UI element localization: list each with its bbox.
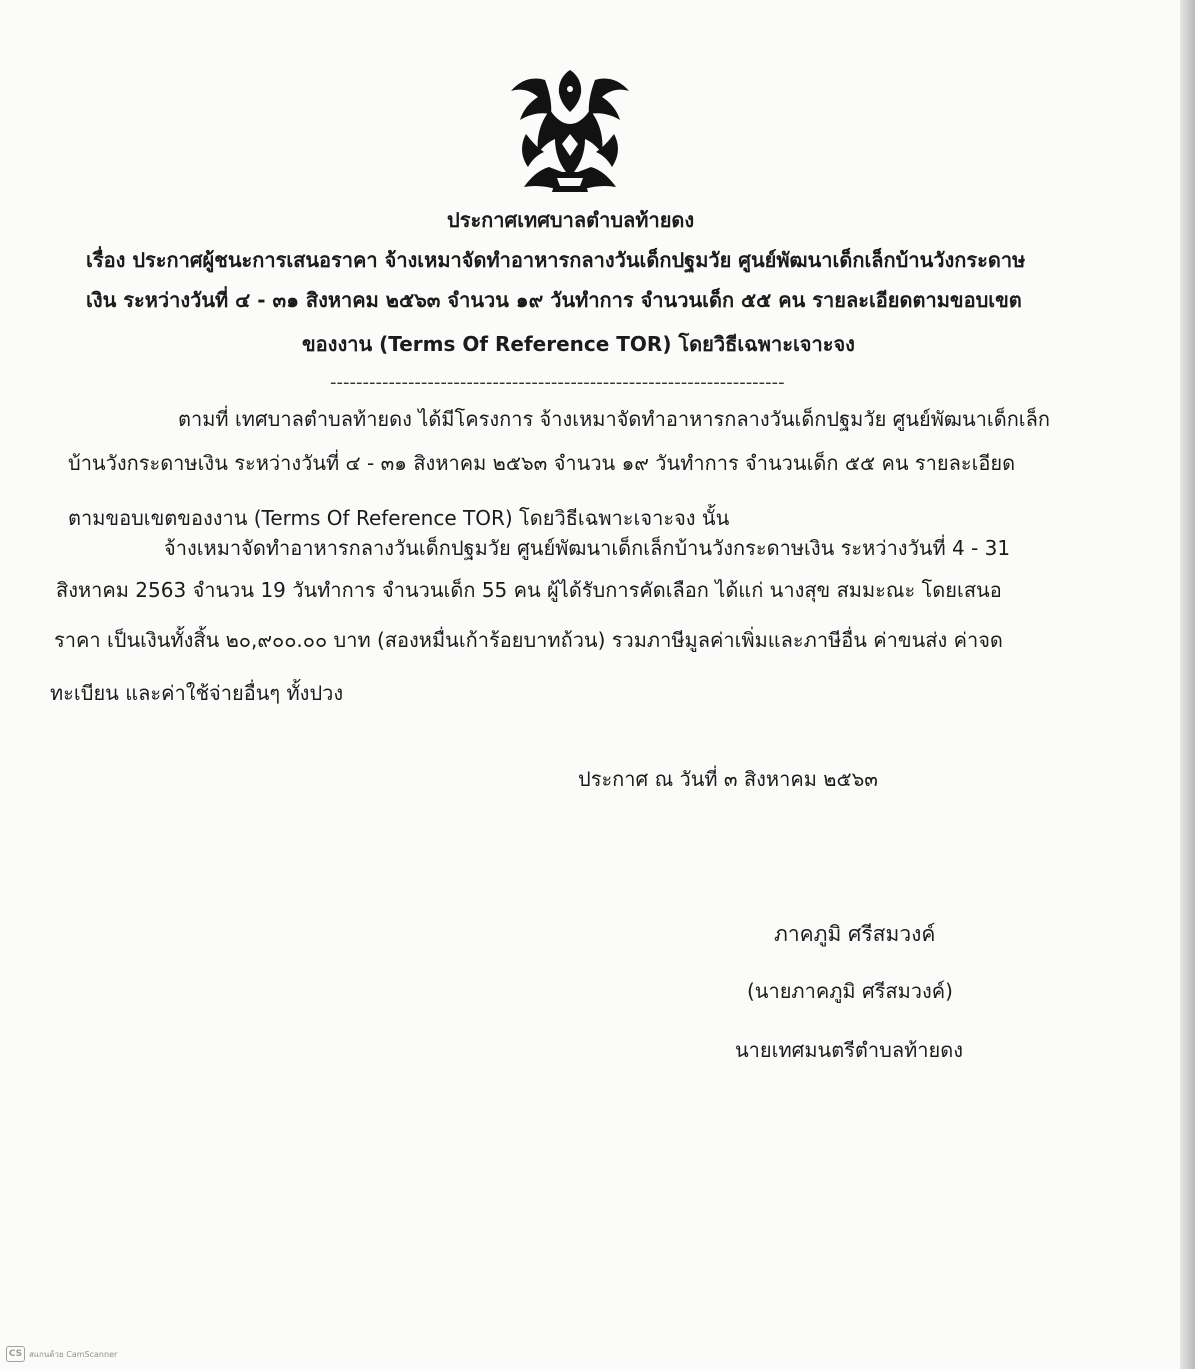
garuda-emblem-icon (500, 62, 640, 200)
body-line-3: ตามขอบเขตของงาน (Terms Of Reference TOR) โดยวิธีเฉพาะเจาะจง นั้น (68, 506, 730, 530)
camscanner-watermark (6, 1346, 117, 1362)
section-divider: ---------------------------------------------------------------------- (330, 372, 785, 393)
signature: ภาคภูมิ ศรีสมวงค์ (774, 922, 936, 946)
signer-position: นายเทศมนตรีตำบลท้ายดง (735, 1038, 963, 1062)
body-line-1: ตามที่ เทศบาลตำบลท้ายดง ได้มีโครงการ จ้างเหมาจัดทำอาหารกลางวันเด็กปฐมวัย ศูนย์พัฒนาเด็กเล็ก (178, 407, 1051, 431)
camscanner-label: สแกนด้วย CamScanner (29, 1349, 118, 1359)
announcement-date: ประกาศ ณ วันที่ ๓ สิงหาคม ๒๕๖๓ (578, 767, 878, 791)
document-title: ประกาศเทศบาลตำบลท้ายดง (447, 208, 695, 232)
body-line-6: ราคา เป็นเงินทั้งสิ้น ๒๐,๙๐๐.๐๐ บาท (สองหมื่นเก้าร้อยบาทถ้วน) รวมภาษีมูลค่าเพิ่มและภาษีอื่น ค่าขนส่ง ค่าจด (54, 628, 1003, 652)
body-line-2: บ้านวังกระดาษเงิน ระหว่างวันที่ ๔ - ๓๑ สิงหาคม ๒๕๖๓ จำนวน ๑๙ วันทำการ จำนวนเด็ก ๕๕ คน รายละเอียด (68, 451, 1016, 475)
subject-line-2: เงิน ระหว่างวันที่ ๔ - ๓๑ สิงหาคม ๒๕๖๓ จำนวน ๑๙ วันทำการ จำนวนเด็ก ๕๕ คน รายละเอียดตามขอบเขต (86, 288, 1022, 312)
subject-line-3: ของงาน (Terms Of Reference TOR) โดยวิธีเฉพาะเจาะจง (302, 332, 855, 356)
body-line-5: สิงหาคม 2563 จำนวน 19 วันทำการ จำนวนเด็ก 55 คน ผู้ได้รับการคัดเลือก ได้แก่ นางสุข สมมะณะ โดยเสนอ (56, 578, 1002, 602)
body-line-7: ทะเบียน และค่าใช้จ่ายอื่นๆ ทั้งปวง (50, 681, 344, 705)
camscanner-logo-icon: CS (6, 1346, 25, 1362)
page-edge-shadow (1180, 0, 1195, 1369)
body-line-4: จ้างเหมาจัดทำอาหารกลางวันเด็กปฐมวัย ศูนย์พัฒนาเด็กเล็กบ้านวังกระดาษเงิน ระหว่างวันที่ 4 - 31 (164, 536, 1011, 560)
subject-line-1: เรื่อง ประกาศผู้ชนะการเสนอราคา จ้างเหมาจัดทำอาหารกลางวันเด็กปฐมวัย ศูนย์พัฒนาเด็กเล็กบ้านวังกระดาษ (86, 248, 1026, 272)
signer-name: (นายภาคภูมิ ศรีสมวงค์) (747, 979, 953, 1003)
